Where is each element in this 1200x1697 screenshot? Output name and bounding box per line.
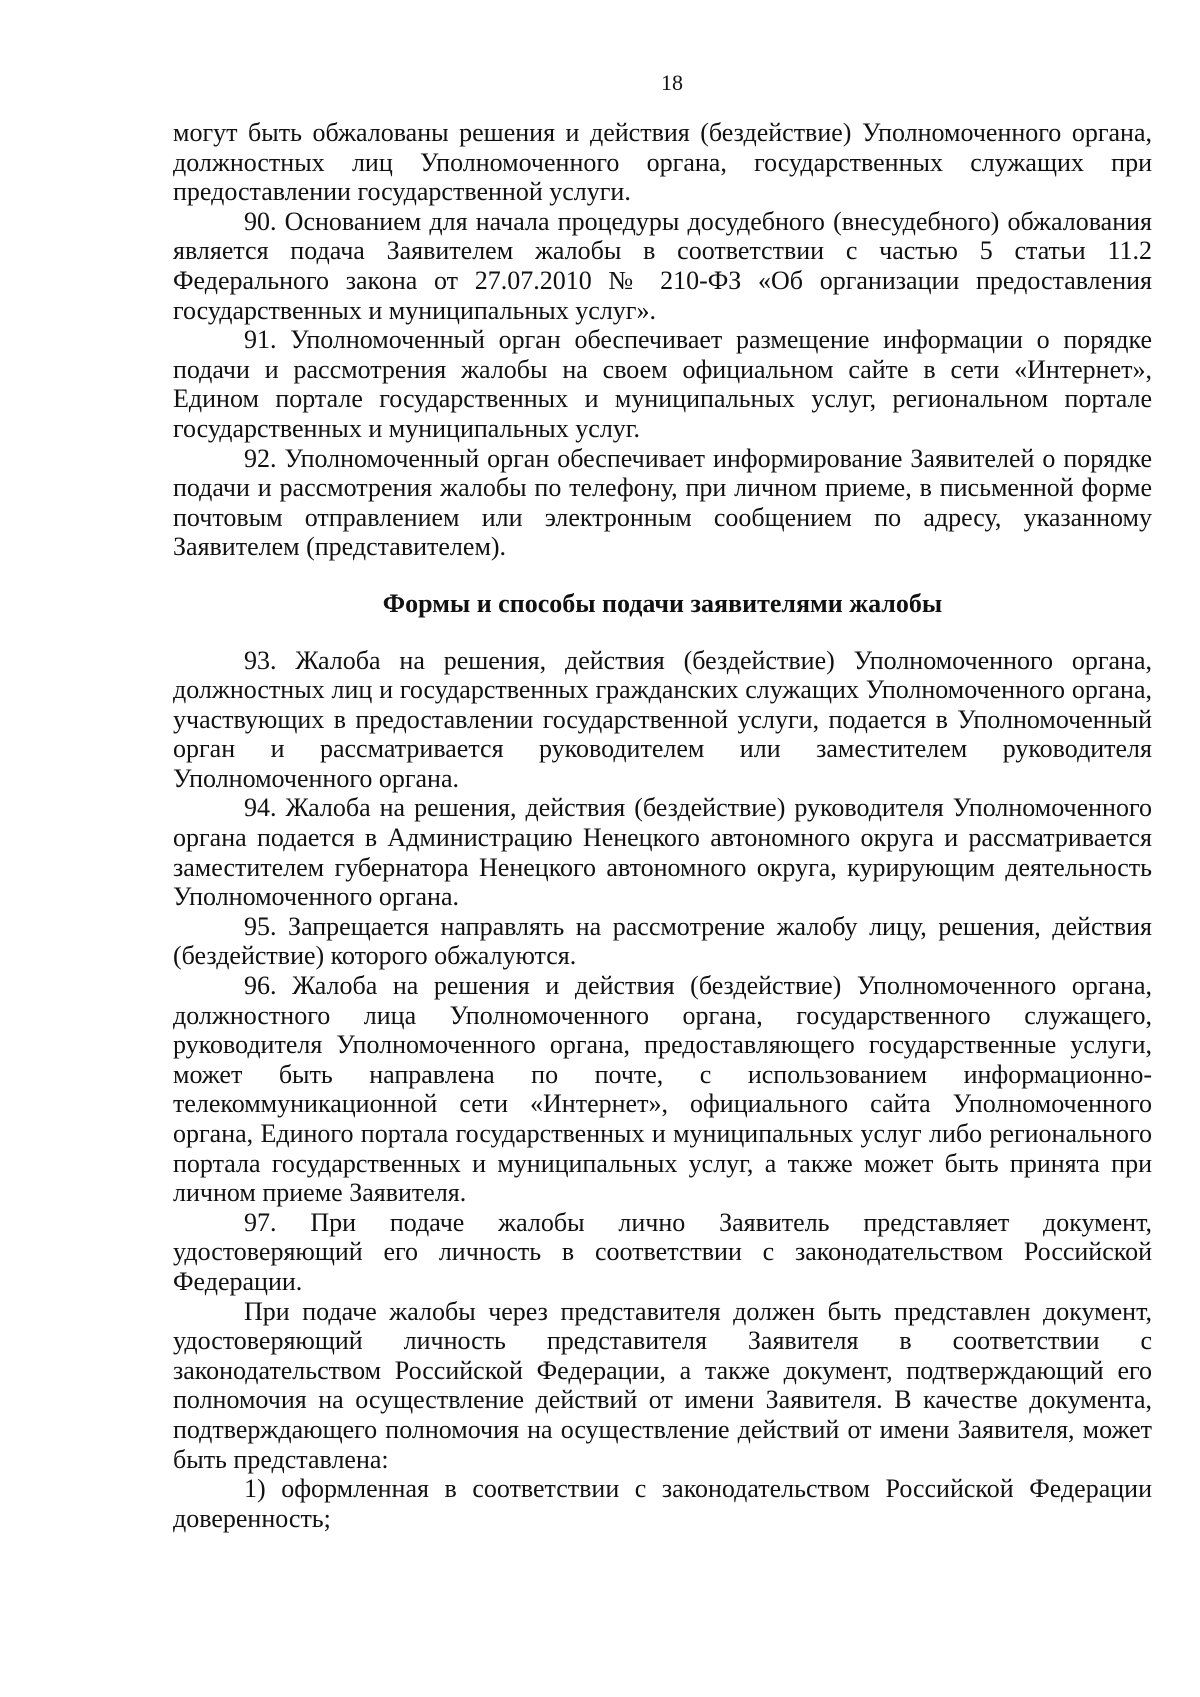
- paragraph-representative: При подаче жалобы через представителя должен быть представлен документ, удостоверяющий личность представителя Заявителя в соответствии с законодательством Российской Федерации, а также документ, подтверждающий его полномочия на осуществление действий от имени Заявителя. В качестве документа, подтверждающего полномочия на осуществление действий от имени Заявителя, может быть представлена:: [173, 1296, 1152, 1474]
- paragraph-92: 92. Уполномоченный орган обеспечивает информирование Заявителей о порядке подачи и рассмотрения жалобы по телефону, при личном приеме, в письменной форме почтовым отправлением или электронным сообщением по адресу, указанному Заявителем (представителем).: [173, 443, 1152, 562]
- paragraph-94: 94. Жалоба на решения, действия (бездействие) руководителя Уполномоченного органа подается в Администрацию Ненецкого автономного округа и рассматривается заместителем губернатора Ненецкого автономного округа, курирующим деятельность Уполномоченного органа.: [173, 793, 1152, 912]
- paragraph-95: 95. Запрещается направлять на рассмотрение жалобу лицу, решения, действия (бездействие) которого обжалуются.: [173, 911, 1152, 971]
- paragraph-continuation: могут быть обжалованы решения и действия (бездействие) Уполномоченного органа, должностных лиц Уполномоченного органа, государственных служащих при предоставлении государственной услуги.: [173, 118, 1152, 207]
- paragraph-93: 93. Жалоба на решения, действия (бездействие) Уполномоченного органа, должностных лиц и государственных гражданских служащих Уполномоченного органа, участвующих в предоставлении государственной услуги, подается в Уполномоченный орган и рассматривается руководителем или заместителем руководителя Уполномоченного органа.: [173, 645, 1152, 793]
- page-number: 18: [661, 70, 683, 95]
- paragraph-96: 96. Жалоба на решения и действия (бездействие) Уполномоченного органа, должностного лица Уполномоченного органа, государственного служащего, руководителя Уполномоченного органа, предоставляющего государственные услуги, может быть направлена по почте, с использованием информационно-телекоммуникационной сети «Интернет», официального сайта Уполномоченного органа, Единого портала государственных и муниципальных услуг либо регионального портала государственных и муниципальных услуг, а также может быть принята при личном приеме Заявителя.: [173, 971, 1152, 1208]
- document-body: [173, 118, 1152, 1533]
- paragraph-97: 97. При подаче жалобы лично Заявитель представляет документ, удостоверяющий его личность в соответствии с законодательством Российской Федерации.: [173, 1207, 1152, 1296]
- section-heading: Формы и способы подачи заявителями жалобы: [382, 588, 943, 618]
- paragraph-91: 91. Уполномоченный орган обеспечивает размещение информации о порядке подачи и рассмотрения жалобы на своем официальном сайте в сети «Интернет», Едином портале государственных и муниципальных услуг, региональном портале государственных и муниципальных услуг.: [173, 325, 1152, 443]
- list-item-1: 1) оформленная в соответствии с законодательством Российской Федерации доверенность;: [173, 1474, 1152, 1533]
- paragraph-90: 90. Основанием для начала процедуры досудебного (внесудебного) обжалования является подача Заявителем жалобы в соответствии с частью 5 статьи 11.2 Федерального закона от 27.07.2010 № 210-ФЗ «Об организации предоставления государственных и муниципальных услуг».: [173, 206, 1152, 325]
